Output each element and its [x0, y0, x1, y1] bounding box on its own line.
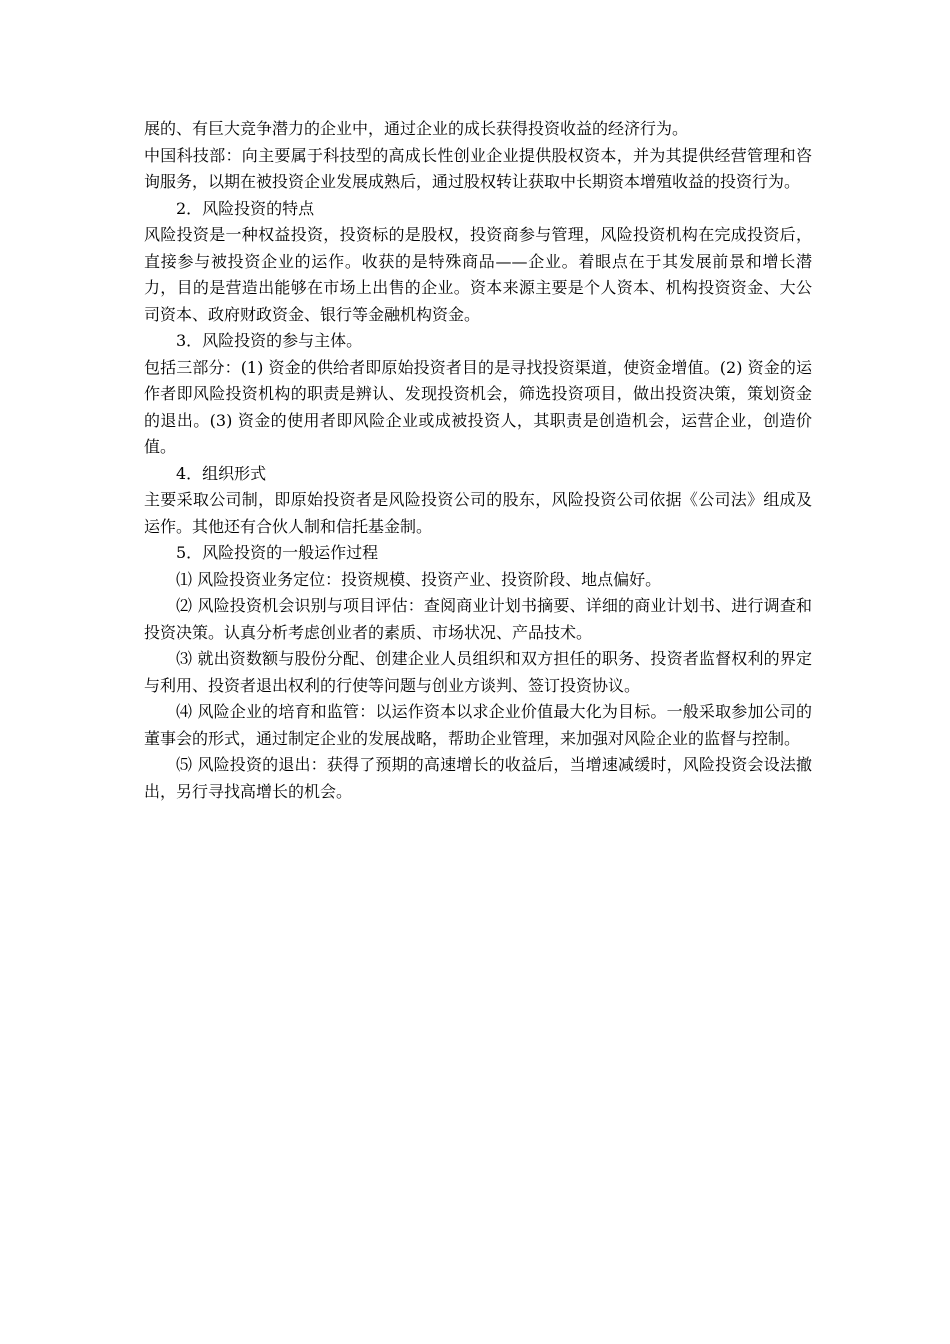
heading-participants: 3．风险投资的参与主体。 [176, 331, 363, 350]
paragraph-participants: 包括三部分：(1) 资金的供给者即原始投资者目的是寻找投资渠道，使资金增值。(2) 资金的运作者即风险投资机构的职责是辨认、发现投资机会，筛选投资项目，做出投资决策，策划资金的退出。(3) 资金的使用者即风险企业或成被投资人，其职责是创造机会，运营企业，创造价值。 [144, 357, 812, 456]
heading-process: 5．风险投资的一般运作过程 [176, 543, 379, 562]
process-step-1: ⑴ 风险投资业务定位：投资规模、投资产业、投资阶段、地点偏好。 [176, 569, 662, 589]
heading-characteristics: 2．风险投资的特点 [176, 198, 315, 218]
paragraph-characteristics: 风险投资是一种权益投资，投资标的是股权，投资商参与管理，风险投资机构在完成投资后，直接参与被投资企业的运作。收获的是特殊商品——企业。着眼点在于其发展前景和增长潜力，目的是营造出能够在市场上出售的企业。资本来源主要是个人资本、机构投资资金、大公司资本、政府财政资金、银行等金融机构资金。 [144, 225, 812, 324]
process-step-2: ⑵ 风险投资机会识别与项目评估：查阅商业计划书摘要、详细的商业计划书、进行调查和投资决策。认真分析考虑创业者的素质、市场状况、产品技术。 [144, 596, 812, 642]
process-step-3: ⑶ 就出资数额与股份分配、创建企业人员组织和双方担任的职务、投资者监督权利的界定与利用、投资者退出权利的行使等问题与创业方谈判、签订投资协议。 [144, 649, 812, 695]
heading-organization: 4．组织形式 [176, 463, 267, 483]
process-step-5: ⑸ 风险投资的退出：获得了预期的高速增长的收益后，当增速减缓时，风险投资会设法撤出，另行寻找高增长的机会。 [144, 755, 812, 801]
process-step-4: ⑷ 风险企业的培育和监管：以运作资本以求企业价值最大化为目标。一般采取参加公司的董事会的形式，通过制定企业的发展战略，帮助企业管理，来加强对风险企业的监督与控制。 [144, 702, 812, 748]
document-body [144, 116, 812, 805]
paragraph-ministry-definition: 中国科技部：向主要属于科技型的高成长性创业企业提供股权资本，并为其提供经营管理和咨询服务，以期在被投资企业发展成熟后，通过股权转让获取中长期资本增殖收益的投资行为。 [144, 145, 812, 191]
paragraph-continuation: 展的、有巨大竞争潜力的企业中，通过企业的成长获得投资收益的经济行为。 [144, 119, 689, 138]
paragraph-organization: 主要采取公司制，即原始投资者是风险投资公司的股东，风险投资公司依据《公司法》组成及运作。其他还有合伙人制和信托基金制。 [144, 490, 812, 536]
